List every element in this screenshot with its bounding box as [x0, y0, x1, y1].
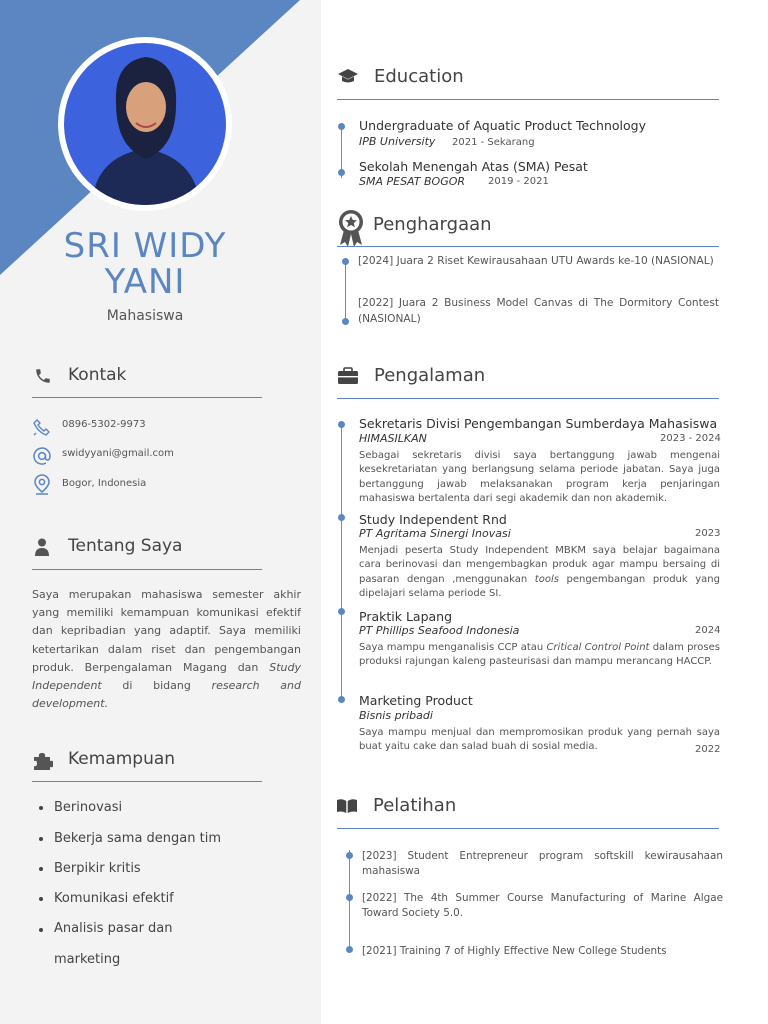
- education-years: 2019 - 2021: [488, 176, 549, 187]
- about-text: Saya merupakan mahasiswa semester akhir yang memiliki kemampuan komunikasi efektif dan kepribadian yang adaptif. Saya memiliki ketertarikan dalam riset dan pengembangan produk. Berpengalaman Magang dan Study Independent di bidang research and development.: [32, 588, 301, 711]
- experience-desc: Saya mampu menjual dan mempromosikan produk yang pernah saya buat yaitu cake dan salad buah di sosial media.: [359, 727, 720, 753]
- experience-job-title: Study Independent Rnd: [359, 512, 507, 527]
- skills-divider: [32, 781, 262, 782]
- experience-org: Bisnis pribadi: [359, 709, 433, 722]
- skill-item: Komunikasi efektif: [54, 891, 174, 906]
- skills-title: Kemampuan: [68, 749, 176, 769]
- skill-bullet: [39, 837, 43, 841]
- phone-outline-icon: [32, 417, 52, 437]
- award-item: [2024] Juara 2 Riset Kewirausahaan UTU Awards ke-10 (NASIONAL): [358, 255, 714, 267]
- location-icon: [33, 474, 51, 496]
- education-degree: Undergraduate of Aquatic Product Technology: [359, 118, 646, 133]
- about-title: Tentang Saya: [68, 536, 183, 556]
- experience-job-title: Praktik Lapang: [359, 609, 453, 624]
- awards-timeline: [345, 262, 346, 322]
- awards-divider: [337, 246, 719, 247]
- phone-icon: [34, 367, 52, 385]
- education-years: 2021 - Sekarang: [452, 137, 535, 148]
- training-item: [2023] Student Entrepreneur program softskill kewirausahaan mahasiswa: [362, 850, 723, 877]
- skill-item: Bekerja sama dengan tim: [54, 831, 221, 846]
- timeline-dot: [338, 421, 345, 428]
- email-icon: [32, 446, 52, 466]
- award-ribbon-icon: [337, 208, 365, 248]
- experience-years: 2022: [695, 744, 721, 755]
- experience-years: 2024: [695, 625, 721, 636]
- puzzle-icon: [33, 752, 53, 770]
- profile-name: SRI WIDY YANI: [63, 226, 227, 302]
- about-divider: [32, 569, 262, 570]
- experience-org: PT Agritama Sinergi Inovasi: [359, 527, 511, 540]
- experience-timeline: [341, 425, 342, 700]
- award-item: [2022] Juara 2 Business Model Canvas di The Dormitory Contest (NASIONAL): [358, 297, 719, 325]
- experience-divider: [337, 398, 719, 399]
- skill-bullet: [39, 897, 43, 901]
- experience-years: 2023: [695, 528, 721, 539]
- contact-phone: 0896-5302-9973: [62, 419, 146, 430]
- timeline-dot: [338, 514, 345, 521]
- timeline-dot: [342, 258, 349, 265]
- book-icon: [336, 798, 358, 814]
- timeline-dot: [338, 123, 345, 130]
- experience-job-title: Marketing Product: [359, 693, 473, 708]
- training-title: Pelatihan: [373, 795, 457, 816]
- timeline-dot: [342, 318, 349, 325]
- experience-org: PT Phillips Seafood Indonesia: [359, 624, 520, 637]
- experience-job-title: Sekretaris Divisi Pengembangan Sumberdaya Mahasiswa: [359, 416, 718, 431]
- education-school: SMA PESAT BOGOR: [359, 175, 466, 188]
- contact-divider: [32, 397, 262, 398]
- briefcase-icon: [337, 367, 359, 385]
- skill-item: Analisis pasar dan: [54, 921, 173, 936]
- profile-role: Mahasiswa: [106, 308, 184, 324]
- profile-photo: [58, 37, 232, 211]
- person-icon: [35, 538, 49, 556]
- experience-years: 2023 - 2024: [660, 433, 721, 444]
- timeline-dot: [338, 169, 345, 176]
- experience-desc: Menjadi peserta Study Independent MBKM saya belajar bagaimana cara berinovasi dan mengembagkan produk agar mampu bersaing di pasaran dengan ,menggunakan tools pengembangan produk yang dipelajari selama periode SI.: [359, 545, 720, 600]
- awards-title: Penghargaan: [373, 214, 492, 235]
- skill-bullet: [39, 928, 43, 932]
- education-title: Education: [374, 66, 464, 87]
- timeline-dot: [346, 852, 353, 859]
- skill-item: marketing: [54, 952, 121, 967]
- training-item: [2021] Training 7 of Highly Effective New College Students: [362, 945, 667, 957]
- skill-item: Berpikir kritis: [54, 861, 141, 876]
- experience-desc: Saya mampu menganalisis CCP atau Critical Control Point dalam proses produksi rajungan kaleng pasteurisasi dan mampu merancang HACCP.: [359, 642, 720, 668]
- education-school: IPB University: [359, 135, 436, 148]
- skill-bullet: [39, 806, 43, 810]
- timeline-dot: [338, 696, 345, 703]
- timeline-dot: [338, 608, 345, 615]
- experience-desc: Sebagai sekretaris divisi saya bertanggung jawab mengenai kesekretariatan yang berlangsung selama periode jabatan. Saya juga bertanggung jawab melaksanakan program kerja penjaringan mahasiswa bertalenta dari segi akademik dan non akademik.: [359, 450, 720, 505]
- education-divider: [337, 99, 719, 100]
- graduation-cap-icon: [337, 68, 359, 86]
- timeline-dot: [346, 946, 353, 953]
- timeline-dot: [346, 894, 353, 901]
- experience-org: HIMASILKAN: [359, 432, 427, 445]
- experience-title: Pengalaman: [374, 365, 486, 386]
- training-item: [2022] The 4th Summer Course Manufacturing of Marine Algae Toward Society 5.0.: [362, 892, 723, 919]
- education-degree: Sekolah Menengah Atas (SMA) Pesat: [359, 159, 588, 174]
- contact-title: Kontak: [68, 365, 127, 385]
- training-divider: [337, 828, 719, 829]
- contact-location: Bogor, Indonesia: [62, 478, 147, 489]
- skill-bullet: [39, 867, 43, 871]
- skill-item: Berinovasi: [54, 800, 123, 815]
- contact-email[interactable]: swidyyani@gmail.com: [62, 448, 174, 459]
